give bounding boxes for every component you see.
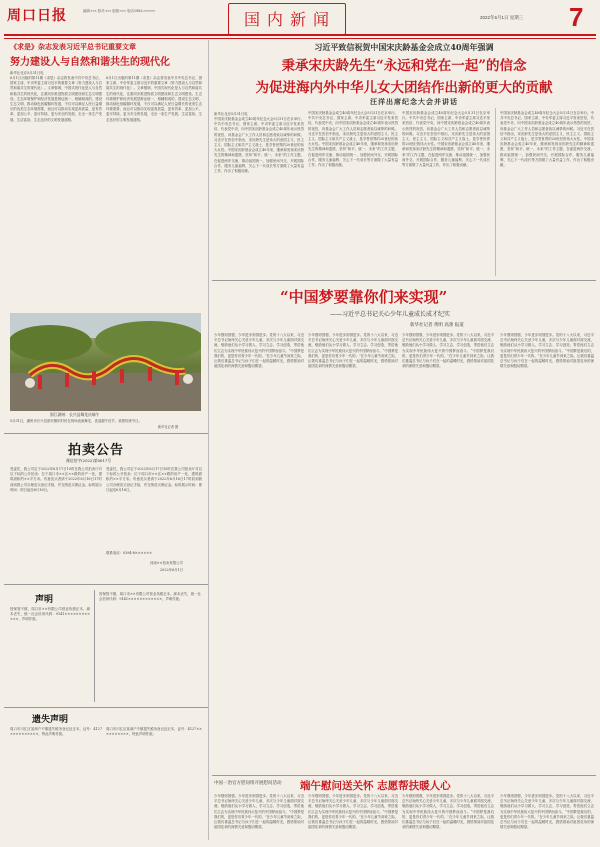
auction-notice-date: 2022年6月1日 [160,568,184,572]
masthead [0,0,600,36]
lead-subtitle: 汪洋出席纪念大会并讲话 [370,97,458,106]
section-title: 国内新闻 [244,10,337,29]
left-story-title: 努力建设人与自然和谐共生的现代化 [10,57,170,68]
left-story-kicker: 《求是》杂志发表习近平总书记重要文章 [10,42,136,51]
lead-dateline: 新华社北京5月31日电 [214,112,248,116]
auction-notice-contact: 联系电话：0394-8×××××× [106,551,152,555]
feature-body-col2: 少年强则国强，少年进步则国进步。党的十八大以来，习近平总书记始终关心关爱少年儿童，多次与少年儿童面对面交流，勉励他们从小学习做人、学习立志、学习创造，寄语他们立志为实现中华民族伟大复兴的中国梦而奋斗。“中国梦是我们的，更是你们青少年一代的。”在少年儿童节到来之际，让我们重温总书记与孩子们在一起的温暖时光，感悟领袖对祖国花朵的深情关爱和殷切期望。 [308,333,398,369]
lead-title-line1: 秉承宋庆龄先生“永远和党在一起”的信念 [281,58,527,74]
auction-notice-subtitle: 豫信拍字(2022)第0617号 [66,458,112,463]
statement-2-body: 周口市川汇区某商户不慎遗失税务登记证正本，证号：4127××××××××××，特此声明作废。 [10,727,102,737]
bottom-story-body-col1: 少年强则国强，少年进步则国进步。党的十八大以来，习近平总书记始终关心关爱少年儿童，多次与少年儿童面对面交流，勉励他们从小学习做人、学习立志、学习创造，寄语他们立志为实现中华民族伟大复兴的中国梦而奋斗。“中国梦是我们的，更是你们青少年一代的。”在少年儿童节到来之际，让我们重温总书记与孩子们在一起的温暖时光，感悟领袖对祖国花朵的深情关爱和殷切期望。 [214,794,304,830]
auction-notice-body-col1: 受委托，我公司定于2022年6月17日10时在我公司拍卖厅对以下标的公开拍卖：位于周口市××区××路的房产一处，建筑面积约××平方米。有意竞买者请于2022年6月16日17时前到我公司办理竞买登记手续，并交纳竞买保证金。标的展示时间：即日起至6月16日。 [10,467,102,492]
feature-byline: 新华社记者 黄明 高蕾 报道 [410,323,464,328]
feature-title: “中国梦要靠你们来实现” [280,288,448,306]
dragon-dance-photo [10,313,201,411]
lead-title-line2: 为促进海内外中华儿女大团结作出新的更大的贡献 [255,80,553,96]
lead-body-col4: 中国宋庆龄基金会成立40周年纪念大会5月31日在京举行。中共中央总书记、国家主席、中央军委主席习近平发来贺信，代表党中央，向中国宋庆龄基金会成立40周年表示热烈的祝贺，向基金会广大工作人员和志愿者致以诚挚的问候。习近平在贺信中指出，宋庆龄先生是伟大的爱国主义、民主主义、国际主义和共产主义战士，是享誉世界的20世纪的伟大女性。中国宋庆龄基金会成立40年来，继承和发扬宋庆龄先生的精神和遗愿，坚持“和平、统一、未来”的工作主题，在促进两岸交流、推动祖国统一，加强民间外交、开展国际合作，服务儿童福利、关心下一代成长等方面做了大量有益工作，作出了积极贡献。 [500,111,594,168]
editor-line: 编辑:××× 校对:××× 组版:××× 电话:0394-×××××× [83,9,156,13]
statement-2-title: 遗失声明 [32,715,69,725]
feature-body-col1: 少年强则国强，少年进步则国进步。党的十八大以来，习近平总书记始终关心关爱少年儿童，多次与少年儿童面对面交流，勉励他们从小学习做人、学习立志、学习创造，寄语他们立志为实现中华民族伟大复兴的中国梦而奋斗。“中国梦是我们的，更是你们青少年一代的。”在少年儿童节到来之际，让我们重温总书记与孩子们在一起的温暖时光，感悟领袖对祖国花朵的深情关爱和殷切期望。 [214,333,304,369]
bottom-story-body-col3: 少年强则国强，少年进步则国进步。党的十八大以来，习近平总书记始终关心关爱少年儿童，多次与少年儿童面对面交流，勉励他们从小学习做人、学习立志、学习创造，寄语他们立志为实现中华民族伟大复兴的中国梦而奋斗。“中国梦是我们的，更是你们青少年一代的。”在少年儿童节到来之际，让我们重温总书记与孩子们在一起的温暖时光，感悟领袖对祖国花朵的深情关爱和殷切期望。 [402,794,494,830]
statement-1-title: 声明 [35,595,54,605]
bottom-story-kicker: 中国一冶官方慰问组开展慰问活动 [214,781,282,786]
statement-table-text: 因保管不慎，周口市××有限公司营业执照正本、副本丢失，统一社会信用代码：9141××××××××××××，声明作废。 [99,592,201,602]
photo-caption-credit: 新华社记者 摄 [158,425,179,429]
left-story-body-col2: 6月1日出版的第11期《求是》杂志将发表中共中央总书记、国家主席、中央军委主席习近平的重要文章《努力建设人与自然和谐共生的现代化》。文章强调，中国式现代化是人与自然和谐共生的现代化，注重同步推进物质文明建设和生态文明建设。生态环境保护和经济发展是辩证统一、相辅相成的，建设生态文明、推动绿色低碳循环发展，不仅可以满足人民日益增长的优美生态环境需要，而且可以推动实现更高质量、更有效率、更加公平、更可持续、更为安全的发展，走出一条生产发展、生活富裕、生态良好的文明发展道路。 [106,76,202,122]
photo-caption-title: 浙江湖州：长兴县舞龙庆端午 [50,412,100,417]
auction-notice-title: 拍卖公告 [68,443,125,458]
auction-notice-company: 河南××拍卖有限公司 [150,561,183,565]
feature-body-col4: 少年强则国强，少年进步则国进步。党的十八大以来，习近平总书记始终关心关爱少年儿童，多次与少年儿童面对面交流，勉励他们从小学习做人、学习立志、学习创造，寄语他们立志为实现中华民族伟大复兴的中国梦而奋斗。“中国梦是我们的，更是你们青少年一代的。”在少年儿童节到来之际，让我们重温总书记与孩子们在一起的温暖时光，感悟领袖对祖国花朵的深情关爱和殷切期望。 [500,333,594,369]
left-story-body-col1: 6月1日出版的第11期《求是》杂志将发表中共中央总书记、国家主席、中央军委主席习近平的重要文章《努力建设人与自然和谐共生的现代化》。文章强调，中国式现代化是人与自然和谐共生的现代化，注重同步推进物质文明建设和生态文明建设。生态环境保护和经济发展是辩证统一、相辅相成的，建设生态文明、推动绿色低碳循环发展，不仅可以满足人民日益增长的优美生态环境需要，而且可以推动实现更高质量、更有效率、更加公平、更可持续、更为安全的发展，走出一条生产发展、生活富裕、生态良好的文明发展道路。 [10,76,102,122]
statement-table [94,590,203,702]
issue-date: 2022年6月1日 星期三 [480,15,524,20]
lead-body-col2: 中国宋庆龄基金会成立40周年纪念大会5月31日在京举行。中共中央总书记、国家主席、中央军委主席习近平发来贺信，代表党中央，向中国宋庆龄基金会成立40周年表示热烈的祝贺，向基金会广大工作人员和志愿者致以诚挚的问候。习近平在贺信中指出，宋庆龄先生是伟大的爱国主义、民主主义、国际主义和共产主义战士，是享誉世界的20世纪的伟大女性。中国宋庆龄基金会成立40年来，继承和发扬宋庆龄先生的精神和遗愿，坚持“和平、统一、未来”的工作主题，在促进两岸交流、推动祖国统一，加强民间外交、开展国际合作，服务儿童福利、关心下一代成长等方面做了大量有益工作，作出了积极贡献。 [308,111,398,168]
bottom-story-title: 端午慰问送关怀 志愿帮扶暖人心 [300,780,451,792]
lead-body-col3: 中国宋庆龄基金会成立40周年纪念大会5月31日在京举行。中共中央总书记、国家主席、中央军委主席习近平发来贺信，代表党中央，向中国宋庆龄基金会成立40周年表示热烈的祝贺，向基金会广大工作人员和志愿者致以诚挚的问候。习近平在贺信中指出，宋庆龄先生是伟大的爱国主义、民主主义、国际主义和共产主义战士，是享誉世界的20世纪的伟大女性。中国宋庆龄基金会成立40年来，继承和发扬宋庆龄先生的精神和遗愿，坚持“和平、统一、未来”的工作主题，在促进两岸交流、推动祖国统一，加强民间外交、开展国际合作，服务儿童福利、关心下一代成长等方面做了大量有益工作，作出了积极贡献。 [402,111,490,168]
lead-kicker: 习近平致信祝贺中国宋庆龄基金会成立40周年强调 [314,42,494,52]
newspaper-logo: 周口日报 [7,8,67,24]
bottom-story-body-col4: 少年强则国强，少年进步则国进步。党的十八大以来，习近平总书记始终关心关爱少年儿童，多次与少年儿童面对面交流，勉励他们从小学习做人、学习立志、学习创造，寄语他们立志为实现中华民族伟大复兴的中国梦而奋斗。“中国梦是我们的，更是你们青少年一代的。”在少年儿童节到来之际，让我们重温总书记与孩子们在一起的温暖时光，感悟领袖对祖国花朵的深情关爱和殷切期望。 [500,794,594,830]
statement-2-body-col2: 周口市川汇区某商户不慎遗失税务登记证正本，证号：4127××××××××××，特此声明作废。 [106,727,202,737]
page-number: 7 [569,2,584,32]
auction-notice-body-col2: 受委托，我公司定于2022年6月17日10时在我公司拍卖厅对以下标的公开拍卖：位于周口市××区××路的房产一处，建筑面积约××平方米。有意竞买者请于2022年6月16日17时前到我公司办理竞买登记手续，并交纳竞买保证金。标的展示时间：即日起至6月16日。 [106,467,202,492]
left-story-dateline: 新华社北京5月31日电 [10,71,44,75]
bottom-story-body-col2: 少年强则国强，少年进步则国进步。党的十八大以来，习近平总书记始终关心关爱少年儿童，多次与少年儿童面对面交流，勉励他们从小学习做人、学习立志、学习创造，寄语他们立志为实现中华民族伟大复兴的中国梦而奋斗。“中国梦是我们的，更是你们青少年一代的。”在少年儿童节到来之际，让我们重温总书记与孩子们在一起的温暖时光，感悟领袖对祖国花朵的深情关爱和殷切期望。 [308,794,398,830]
photo-caption-text: 5月31日，湖州市长兴县泗安镇的村民在现场表演舞龙，喜迎端午佳节，欢度传统节日。 [10,419,142,423]
lead-body-col1: 中国宋庆龄基金会成立40周年纪念大会5月31日在京举行。中共中央总书记、国家主席、中央军委主席习近平发来贺信，代表党中央，向中国宋庆龄基金会成立40周年表示热烈的祝贺，向基金会广大工作人员和志愿者致以诚挚的问候。习近平在贺信中指出，宋庆龄先生是伟大的爱国主义、民主主义、国际主义和共产主义战士，是享誉世界的20世纪的伟大女性。中国宋庆龄基金会成立40年来，继承和发扬宋庆龄先生的精神和遗愿，坚持“和平、统一、未来”的工作主题，在促进两岸交流、推动祖国统一，加强民间外交、开展国际合作，服务儿童福利、关心下一代成长等方面做了大量有益工作，作出了积极贡献。 [214,117,304,174]
statement-1-body: 因保管不慎，周口市××有限公司营业执照正本、副本丢失，统一社会信用代码：9141××××××××××××，声明作废。 [10,607,90,622]
feature-body-col3: 少年强则国强，少年进步则国进步。党的十八大以来，习近平总书记始终关心关爱少年儿童，多次与少年儿童面对面交流，勉励他们从小学习做人、学习立志、学习创造，寄语他们立志为实现中华民族伟大复兴的中国梦而奋斗。“中国梦是我们的，更是你们青少年一代的。”在少年儿童节到来之际，让我们重温总书记与孩子们在一起的温暖时光，感悟领袖对祖国花朵的深情关爱和殷切期望。 [402,333,494,369]
feature-subtitle: ——习近平总书记关心少年儿童成长成才纪实 [330,311,451,318]
masthead-rule [4,34,596,36]
